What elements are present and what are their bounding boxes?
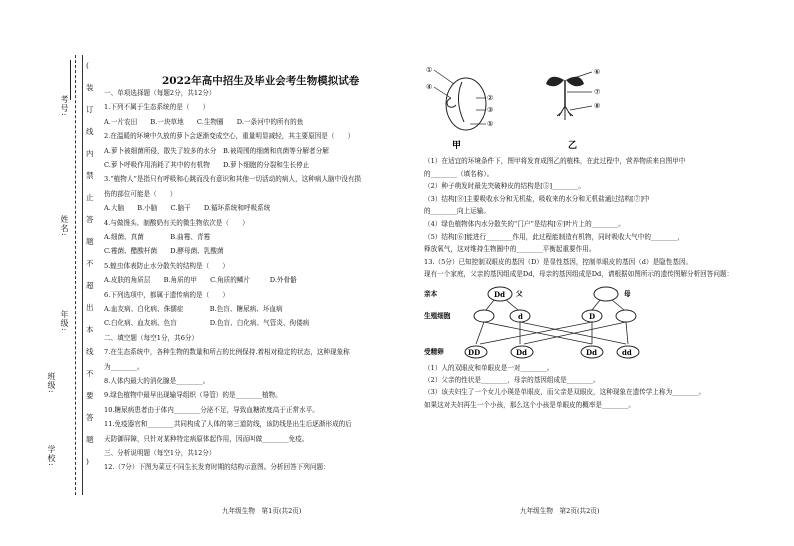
father-gamete-d-text: d (518, 312, 523, 321)
genetic-cross-diagram (420, 282, 660, 362)
right-question-line: 现有一个家庭，父亲的基因组成是Dd，母亲的基因组成是Dd，请根据如图所示的遗传图解分析回答问题： (424, 270, 734, 279)
zygote-4-text: dd (622, 348, 632, 357)
leaf-right-shape (566, 77, 584, 86)
embryo-shape (458, 82, 464, 122)
left-question-line: 12.（7分）下图为菜豆不同生长发育时期的结构示意图。分析回答下列问题： (104, 463, 330, 472)
seal-char: 题 (86, 237, 94, 246)
mother-label: 母 (624, 290, 631, 298)
page-footer-right: 九年级生物 第2页(共2页) (520, 507, 600, 515)
radicle-shape (447, 98, 456, 107)
left-question-line: 3.“植物人”是指只有呼吸和心跳而没有意识和其他一切活动的病人，这种病人脑中没有损 (104, 175, 361, 184)
binding-line-left (75, 55, 76, 495)
left-question-line: 10.糖尿病患者由于体内________分泌不足，导致血糖浓度高于正常水平。 (104, 405, 319, 414)
left-question-line: 伤的部位可能是（ ） (104, 189, 177, 198)
seal-char: 超 (86, 281, 94, 290)
genetics-question-line: （2）父亲的性状是________，母亲的基因组成是________。 (424, 376, 600, 385)
zygote-3-text: Dd (586, 348, 597, 357)
seal-char: 订 (86, 105, 94, 114)
right-question-line: （3）结构[⑧]主要吸收水分和无机盐，吸收来的水分和无机盐通过结构[⑦]中 (424, 194, 650, 203)
left-question-line: A.皮肤的角质层 B.角质的甲 C.角质的鳞片 D.外骨骼 (104, 276, 297, 285)
seed-body-shape (446, 78, 486, 130)
right-question-line: 13.（5分）已知控制双眼皮的基因（D）是显性基因，控制单眼皮的基因（d）是隐性基因。 (424, 257, 693, 266)
left-question-line: A.大脑 B.小脑 C.脑干 D.循环系统和呼吸系统 (104, 204, 271, 213)
seal-char: 线 (86, 127, 94, 136)
name-label: 姓名: (60, 215, 69, 237)
left-question-line: 天防御屏障，只针对某种特定病原体起作用，因而叫做________免疫。 (104, 434, 309, 443)
class-label: 班级: (47, 372, 56, 394)
school-label: 学校: (47, 445, 56, 467)
root-shape (557, 106, 573, 120)
left-question-line: 4.与做馒头、制酸奶有关的微生物依次是（ ） (104, 218, 249, 227)
caption-yi: 乙 (568, 141, 578, 151)
seal-char: 线 (86, 347, 94, 356)
left-question-line: 三、分析说明题（每空1分，共12分） (104, 449, 216, 457)
seal-char: 答 (86, 413, 94, 422)
left-question-line: 二、填空题（每空1分，共6分） (104, 333, 199, 342)
grade-label: 年级: (60, 310, 69, 332)
exam-number-field[interactable] (70, 60, 71, 100)
genetics-question-line: 如果这对夫妇再生一个小孩，那么这个小孩是单眼皮的概率是________。 (424, 400, 635, 409)
genetics-question-line: （3）该夫妇生了一个女儿小瑛是单眼皮，而父亲是双眼皮，这种现象在遗传学上称为________。 (424, 388, 706, 397)
seal-char: 止 (86, 193, 94, 202)
seal-char: 出 (86, 303, 94, 312)
seal-char: 题 (86, 435, 94, 444)
seal-char: 本 (86, 325, 94, 334)
left-question-line: A.细菌、真菌 B.曲霉、青霉 (104, 233, 211, 241)
seedling-label-6: ⑥ (594, 68, 601, 76)
right-question-line: （4）绿色植物体内水分散失的“门户”是结构[⑥]叶片上的________。 (424, 220, 625, 228)
mother-gamete-right (616, 310, 636, 322)
seed-label-2: ② (487, 94, 494, 102)
seed-label-5: ⑤ (487, 120, 494, 128)
seal-char: 禁 (86, 171, 94, 180)
page-title: 2022年高中招生及毕业会考生物模拟试卷 (162, 75, 360, 87)
page-footer-left: 九年级生物 第1页(共2页) (222, 507, 302, 515)
seal-char: 装 (86, 83, 94, 92)
father-gamete-left (474, 310, 494, 322)
genetics-question-line: （1）人的双眼皮和单眼皮是一对________。 (424, 364, 554, 372)
zygote-1-text: DD (468, 348, 481, 357)
mother-gamete-D-text: D (589, 312, 596, 321)
row-label-zygote: 受精卵 (424, 348, 444, 356)
father-genotype: Dd (494, 290, 505, 299)
left-question-line: 8.人体内最大的消化腺是________。 (104, 377, 210, 385)
left-question-line: 一、单项选择题（每题2分，共12分） (104, 89, 216, 97)
right-question-line: （1）在适宜的环境条件下，图甲将发育成图乙的植株，在此过程中，营养物质来自图甲中 (424, 157, 686, 165)
father-label: 父 (516, 290, 523, 298)
left-question-line: 9.绿色植物中最早出现输导组织（导管）的是________植物。 (104, 391, 282, 400)
left-question-line: A.萝卜被细菌所侵，散失了较多的水分 B.被周围的细菌和真菌等分解者分解 (104, 146, 329, 155)
bean-diagram (418, 62, 638, 154)
left-question-line: 7.在生态系统中，各种生物的数量和所占的比例保持.着相对稳定的状态，这种现象称 (104, 348, 350, 357)
exam-number-label: 考号: (60, 95, 69, 117)
seedling-label-8: ⑧ (594, 102, 601, 110)
seal-char: 答 (86, 215, 94, 224)
seal-char: ) (86, 457, 89, 466)
seal-char: 要 (86, 391, 94, 400)
right-question-line: （2）种子萌发时最先突破种皮的结构是[⑤]________。 (424, 182, 585, 191)
caption-jia: 甲 (452, 141, 462, 151)
left-question-line: 6.下列选项中，都属于遗传病的是（ ） (104, 290, 229, 299)
seal-char: 内 (86, 149, 94, 158)
left-question-line: 11.免疫器官和________共同构成了人体的第三道防线，该防线是出生后逐渐形成的后 (104, 420, 352, 429)
mother-circle (594, 287, 618, 301)
left-question-line: 2.在温暖的环境中久放的萝卜会逐渐变成空心，重量明显减轻，其主要原因是（ ） (104, 132, 355, 141)
seed-label-1: ① (426, 66, 433, 74)
left-question-line: C.霉菌、醋酸杆菌 D.酵母菌、乳酸菌 (104, 247, 224, 256)
left-question-line: 为________。 (104, 362, 144, 371)
left-question-line: C.萝卜呼吸作用消耗了其中的有机物 D.萝卜细胞的分裂和生长停止 (104, 161, 310, 169)
seal-char: ( (86, 61, 89, 70)
left-question-line: 1.下列不属于生态系统的是（ ） (104, 103, 210, 112)
seal-char: 不 (86, 369, 94, 378)
left-question-line: C.白化病、血友病、色盲 D.色盲、白化病、气管炎、佝偻病 (104, 319, 310, 328)
row-label-gamete: 生殖细胞 (424, 312, 451, 320)
binding-line (82, 55, 83, 495)
seed-label-3: ③ (487, 106, 494, 114)
seed-label-4: ④ (426, 83, 433, 91)
seedling-label-7: ⑦ (594, 88, 601, 96)
zygote-2-text: Dd (516, 348, 527, 357)
leaf-left-shape (546, 77, 564, 86)
row-label-parent: 亲本 (424, 290, 438, 298)
left-question-line: A.血友病、白化病、侏儒症 B.色盲、糖尿病、坏血病 (104, 305, 283, 313)
left-question-line: 5.蝗虫体表防止水分散失的结构是（ ） (104, 261, 229, 270)
right-question-line: 释放氧气，这对维持生物圈中的________平衡起重要作用。 (424, 245, 596, 254)
right-question-line: （5）结构[⑥]能进行________作用，此过程能制造有机物，同时吸收大气中的________， (424, 232, 684, 241)
right-question-line: 的________（填名称）。 (424, 169, 494, 178)
left-question-line: A.一片农田 B.一块草地 C.生物圈 D.一条河中的所有的鱼 (104, 117, 304, 126)
right-question-line: 的________向上运输。 (424, 207, 490, 216)
seal-char: 不 (86, 259, 94, 268)
